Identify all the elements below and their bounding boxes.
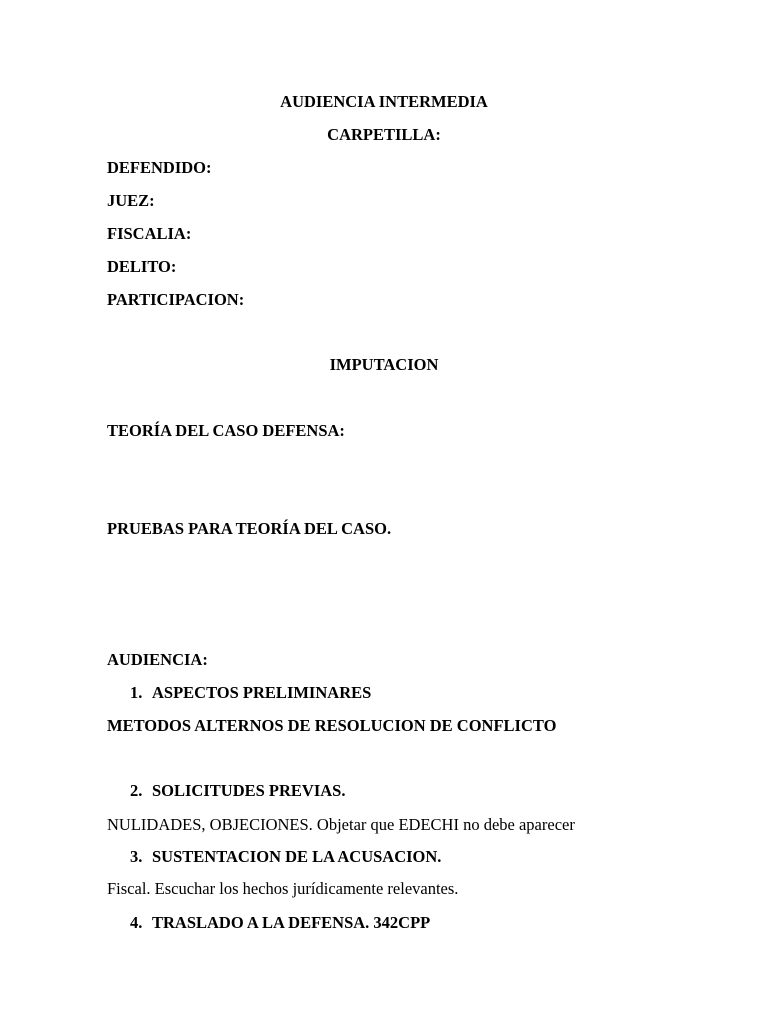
list-item [130,781,345,801]
list-item [130,683,371,703]
nulidades-text: NULIDADES, OBJECIONES. Objetar que EDECHI no debe aparecer [107,815,575,834]
audiencia-heading: AUDIENCIA: [107,650,208,669]
teoria-caso-heading: TEORÍA DEL CASO DEFENSA: [107,421,345,440]
list-item-number: 4. [130,913,143,932]
juez-field: JUEZ: [107,191,155,210]
fiscalia-field: FISCALIA: [107,224,192,243]
list-item-label: ASPECTOS PRELIMINARES [152,683,372,702]
list-item-number: 3. [130,847,143,866]
list-item [130,847,441,867]
participacion-field: PARTICIPACION: [107,290,245,309]
document-title: AUDIENCIA INTERMEDIA [280,92,488,111]
list-item-label: SUSTENTACION DE LA ACUSACION. [152,847,442,866]
list-item [130,913,430,933]
list-item-label: TRASLADO A LA DEFENSA. 342CPP [152,913,431,932]
fiscal-note-text: Fiscal. Escuchar los hechos jurídicamente relevantes. [107,879,459,898]
list-item-number: 2. [130,781,143,800]
list-item-label: SOLICITUDES PREVIAS. [152,781,346,800]
carpetilla-heading: CARPETILLA: [327,125,441,144]
list-item-number: 1. [130,683,143,702]
metodos-heading: METODOS ALTERNOS DE RESOLUCION DE CONFLICTO [107,716,557,735]
delito-field: DELITO: [107,257,177,276]
imputacion-heading: IMPUTACION [329,355,439,374]
pruebas-heading: PRUEBAS PARA TEORÍA DEL CASO. [107,519,392,538]
defendido-field: DEFENDIDO: [107,158,212,177]
